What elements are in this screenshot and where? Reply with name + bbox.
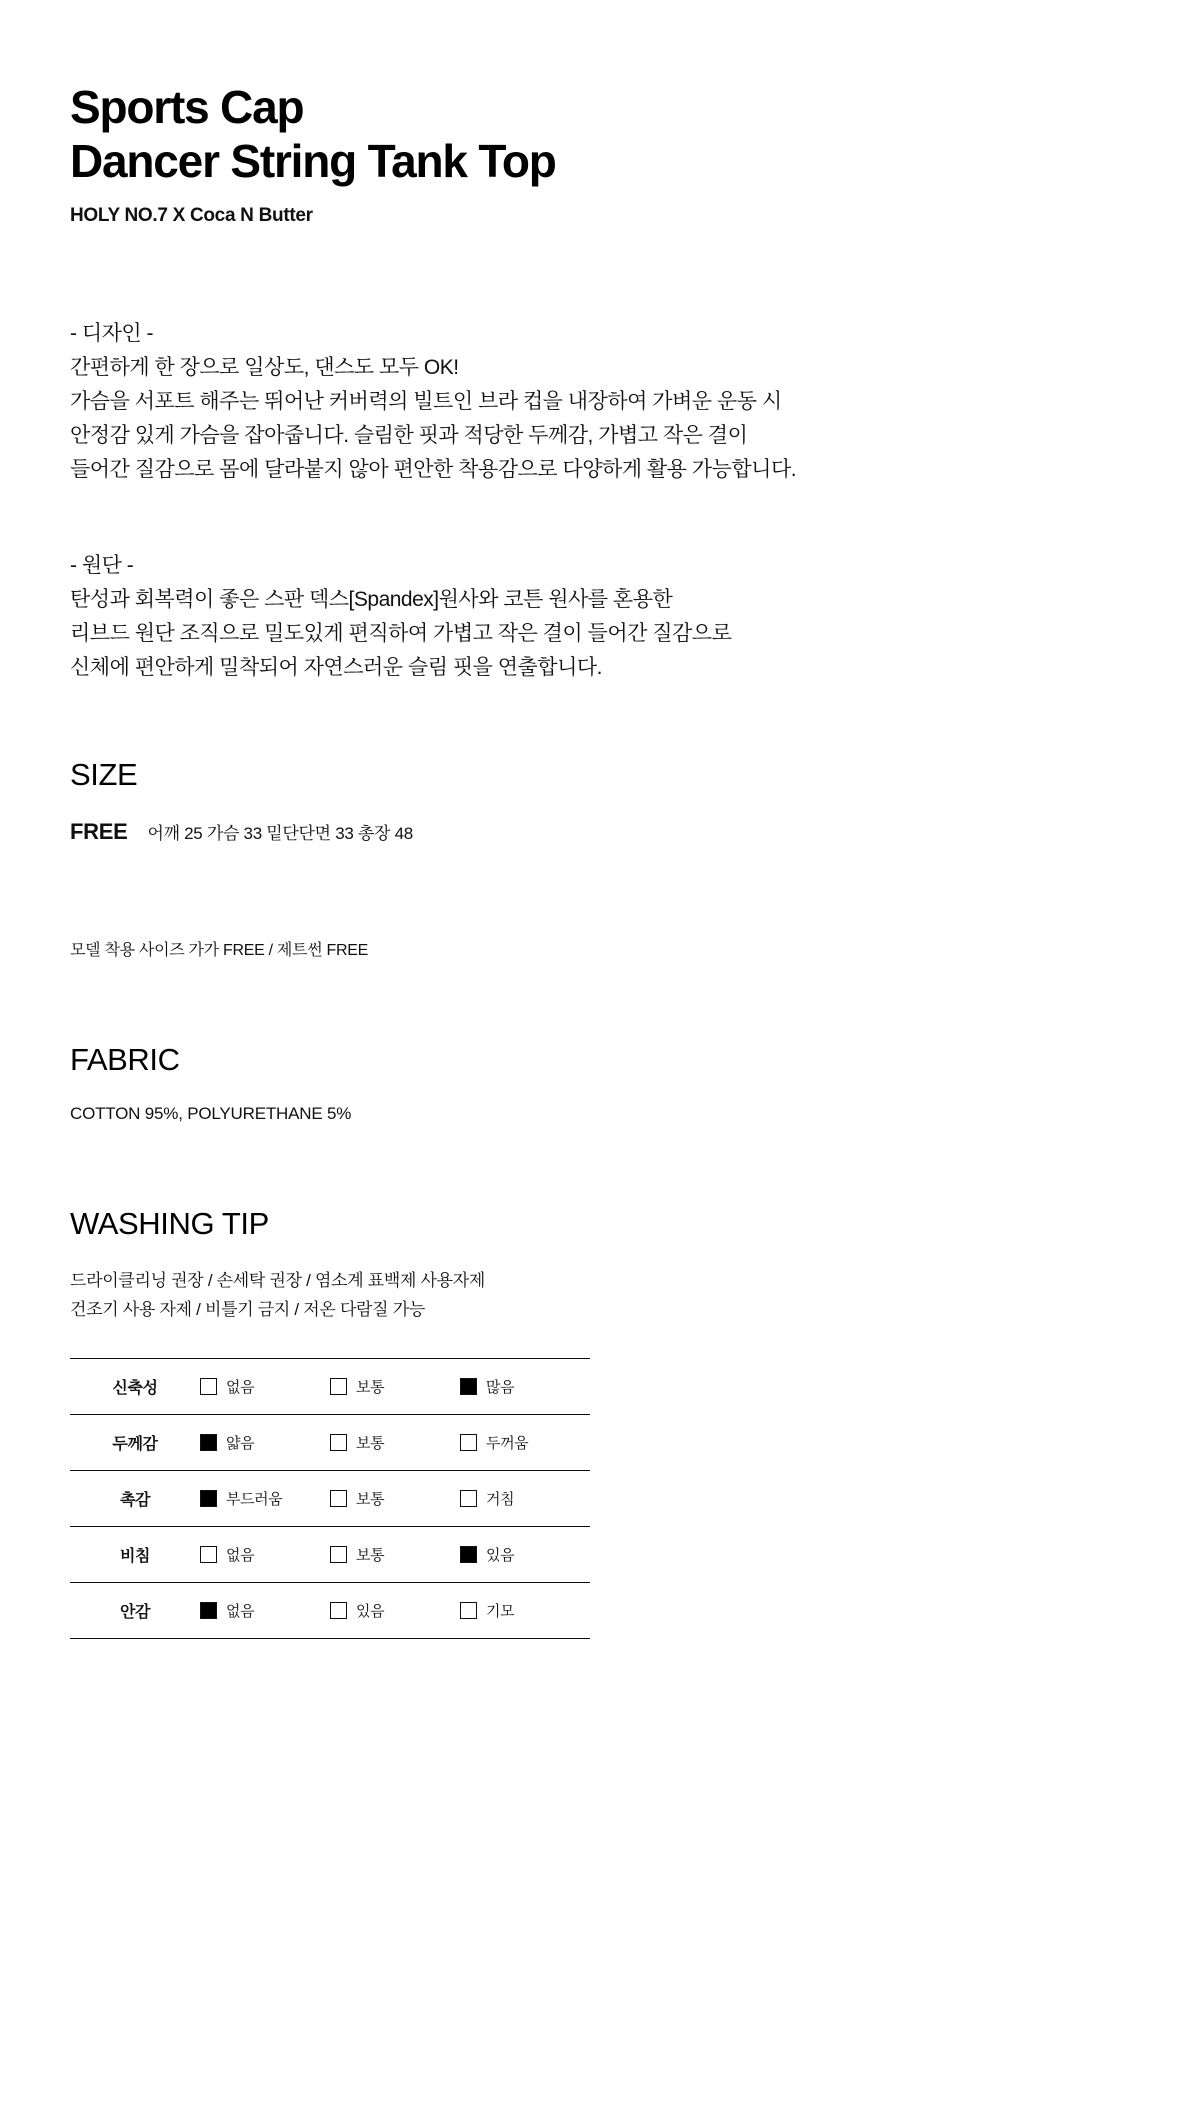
fabric-description-line: 신체에 편안하게 밀착되어 자연스러운 슬림 핏을 연출합니다. [70,655,602,679]
property-option[interactable] [200,1415,330,1471]
checkbox-checked-icon[interactable] [200,1434,217,1451]
table-row [70,1415,590,1471]
design-line: 가슴을 서포트 해주는 뛰어난 커버력의 빌트인 브라 컵을 내장하여 가벼운 운동 시 [70,389,782,413]
size-measurements: 어깨 25 가슴 33 밑단단면 33 총장 48 [147,823,413,843]
property-option-label: 있음 [486,1547,515,1565]
product-title-line-1: Sports Cap [70,81,304,133]
property-option-label: 없음 [226,1379,255,1397]
property-option[interactable] [200,1471,330,1527]
checkbox-empty-icon[interactable] [200,1378,217,1395]
property-option-label: 보통 [356,1491,385,1509]
fabric-composition: COTTON 95%, POLYURETHANE 5% [70,1103,352,1123]
property-option[interactable] [460,1359,590,1415]
checkbox-empty-icon[interactable] [460,1434,477,1451]
property-option[interactable] [200,1359,330,1415]
property-option[interactable] [330,1583,460,1639]
checkbox-empty-icon[interactable] [330,1434,347,1451]
table-row [70,1359,590,1415]
fabric-description-line: 리브드 원단 조직으로 밀도있게 편직하여 가볍고 작은 결이 들어간 질감으로 [70,621,732,645]
fabric-heading: FABRIC [70,1041,180,1077]
washing-heading: WASHING TIP [70,1205,269,1241]
property-option-label: 두꺼움 [486,1435,529,1453]
checkbox-checked-icon[interactable] [460,1378,477,1395]
property-option[interactable] [330,1527,460,1583]
property-option-label: 거침 [486,1491,515,1509]
fabric-description-line: 탄성과 회복력이 좋은 스판 덱스[Spandex]원사와 코튼 원사를 혼용한 [70,587,673,611]
table-row [70,1527,590,1583]
property-option[interactable] [330,1471,460,1527]
checkbox-checked-icon[interactable] [200,1602,217,1619]
product-title-block [70,80,1130,227]
spacer [70,1124,1130,1206]
checkbox-empty-icon[interactable] [330,1602,347,1619]
spacer [70,960,1130,1042]
fabric-description-section [70,549,1130,685]
spacer [70,685,1130,757]
property-option-label: 있음 [356,1603,385,1621]
spacer [70,227,1130,317]
checkbox-empty-icon[interactable] [330,1490,347,1507]
properties-table [70,1358,590,1639]
property-option-label: 얇음 [226,1435,255,1453]
checkbox-empty-icon[interactable] [460,1490,477,1507]
property-option-label: 기모 [486,1603,515,1621]
washing-section [70,1206,1130,1324]
property-option[interactable] [460,1415,590,1471]
checkbox-checked-icon[interactable] [460,1546,477,1563]
design-line: 간편하게 한 장으로 일상도, 댄스도 모두 OK! [70,355,459,379]
checkbox-empty-icon[interactable] [460,1602,477,1619]
property-option[interactable] [200,1527,330,1583]
property-label: 신축성 [112,1380,158,1398]
product-subtitle: HOLY NO.7 X Coca N Butter [70,204,313,226]
property-option-label: 보통 [356,1547,385,1565]
property-option-label: 부드러움 [226,1491,283,1509]
product-title-line-2: Dancer String Tank Top [70,135,556,188]
property-option-label: 보통 [356,1379,385,1397]
design-line: 안정감 있게 가슴을 잡아줍니다. 슬림한 핏과 적당한 두께감, 가볍고 작은 결이 [70,423,748,447]
model-size-line: 모델 착용 사이즈 가가 FREE / 제트썬 FREE [70,941,368,959]
checkbox-empty-icon[interactable] [330,1546,347,1563]
washing-line-1: 드라이클리닝 권장 / 손세탁 권장 / 염소계 표백제 사용자제 [70,1270,486,1290]
checkbox-empty-icon[interactable] [330,1378,347,1395]
property-option-label: 많음 [486,1379,515,1397]
property-option-label: 없음 [226,1603,255,1621]
table-row [70,1471,590,1527]
size-free-label: FREE [70,818,128,844]
property-option[interactable] [200,1583,330,1639]
washing-line-2: 건조기 사용 자제 / 비틀기 금지 / 저온 다람질 가능 [70,1299,425,1319]
spacer [70,845,1130,937]
checkbox-empty-icon[interactable] [200,1546,217,1563]
property-option[interactable] [330,1359,460,1415]
design-heading: - 디자인 - [70,321,154,345]
washing-instructions [70,1266,1130,1324]
spacer [70,487,1130,549]
checkbox-checked-icon[interactable] [200,1490,217,1507]
design-line: 들어간 질감으로 몸에 달라붙지 않아 편안한 착용감으로 다양하게 활용 가능합니다. [70,457,797,481]
size-row [70,819,1130,845]
property-option[interactable] [460,1583,590,1639]
property-label: 촉감 [119,1492,151,1510]
property-label: 비침 [119,1548,151,1566]
design-section [70,317,1130,487]
fabric-section [70,1042,1130,1124]
property-option[interactable] [460,1471,590,1527]
table-row [70,1583,590,1639]
property-label: 안감 [119,1604,151,1622]
property-option-label: 보통 [356,1435,385,1453]
property-label: 두께감 [112,1436,158,1454]
size-heading: SIZE [70,756,138,792]
property-option-label: 없음 [226,1547,255,1565]
size-section [70,757,1130,845]
property-option[interactable] [460,1527,590,1583]
fabric-description-heading: - 원단 - [70,553,134,577]
property-option[interactable] [330,1415,460,1471]
